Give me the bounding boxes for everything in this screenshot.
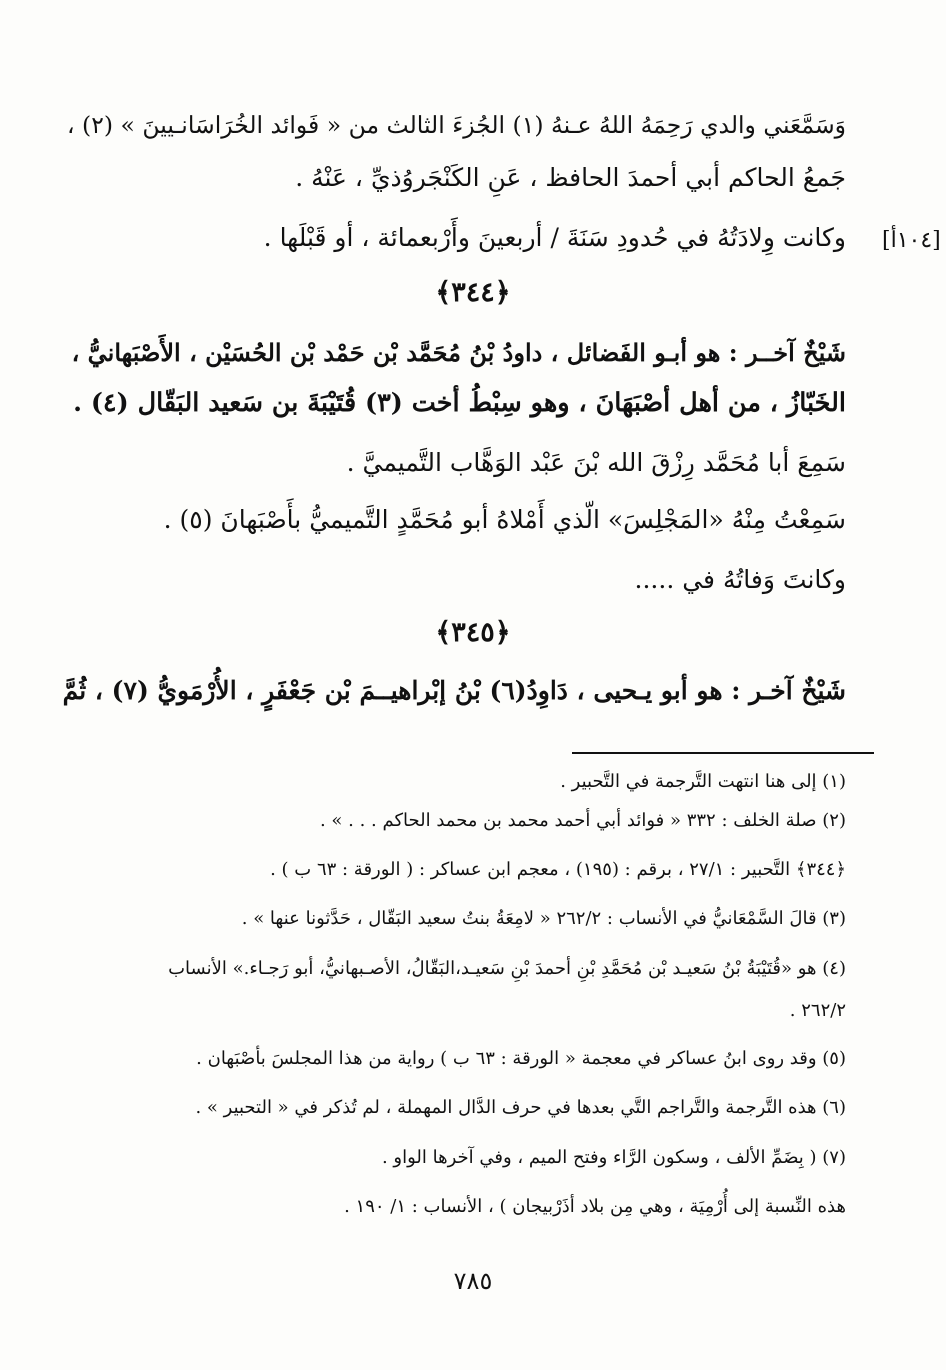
footnote-7-continued: هذه النِّسبة إلى أُرْمِيَة ، وهي مِن بلاد أذَرْبيجان ) ، الأنساب : ١/ ١٩٠ .: [344, 1196, 846, 1217]
footnote-6: (٦) هذه التَّرجمة والتَّراجم التَّي بعدها في حرف الدَّال المهملة ، لم تُذكر في « التحبير » .: [195, 1097, 846, 1118]
body-line-4: شَيْخٌ آخــر : هو أبـو الفَضائل ، داودُ بْنُ مُحَمَّد بْن حَمْد بْن الحُسَيْن ، الأَصْبَهانيُّ ،: [71, 338, 846, 367]
page-number: ٧٨٥: [453, 1267, 493, 1295]
footnote-2: (٢) صلة الخلف : ٣٣٢ « فوائد أبي أحمد محمد بن محمد الحاكم . . . » .: [319, 810, 846, 831]
body-line-8: وكانتَ وَفاتُهُ في .....: [634, 565, 846, 594]
margin-folio-reference: [١٠٤أ]: [882, 228, 941, 253]
entry-number-345: ﴿٣٤٥﴾: [435, 617, 511, 648]
entry-number-344: ﴿٣٤٤﴾: [435, 277, 511, 308]
body-line-7: سَمِعْتُ مِنْهُ «المَجْلِسَ» الّذي أَمْلاهُ أبو مُحَمَّدٍ التَّميميُّ بأَصْبَهانَ (٥) .: [163, 505, 846, 534]
body-line-6: سَمِعَ أبا مُحَمَّد رِزْقَ الله بْنَ عَبْد الوَهَّاب التَّميميَّ .: [346, 448, 846, 477]
body-line-5: الخَبّازُ ، من أهل أصْبَهَانَ ، وهو سِبْطُ أخت (٣) قُتَيْبَةَ بن سَعيد البَقّال (٤) .: [73, 388, 846, 418]
body-line-3: وكانت وِلادَتُهُ في حُدودِ سَنَةَ / أربعينَ وأَرْبعمائة ، أو قَبْلَها .: [263, 223, 846, 252]
body-line-9: شَيْخٌ آخـر : هو أبو يـحيى ، دَاوِدُ(٦) بْنُ إبْراهيــمَ بْن جَعْفَرٍ ، الأُرْمَويُّ (٧) ، ثُمَّ: [62, 676, 846, 705]
footnote-3: (٣) قالَ السَّمْعَانيُّ في الأنساب : ٢٦٢/٢ « لامِعَةُ بنتُ سعيد البَقّال ، حَدَّثونا عنها » .: [241, 908, 846, 929]
footnote-4-continued: ٢٦٢/٢ .: [789, 1000, 846, 1021]
footnote-5: (٥) وقد روى ابنُ عساكر في معجمة « الورقة : ٦٣ ب ) رواية من هذا المجلسَ بأصْبَهان .: [196, 1048, 846, 1069]
footnote-7: (٧) ( بِضَمِّ الألف ، وسكون الرَّاء وفتح الميم ، وفي آخرها الواو .: [381, 1147, 846, 1168]
body-line-2: جَمعُ الحاكم أبي أحمدَ الحافظ ، عَنِ الكَنْجَروُذيِّ ، عَنْهُ .: [295, 163, 846, 192]
footnote-4: (٤) هو «قُتَيْبَةُ بْنُ سَعيـد بْن مُحَمَّدِ بْنِ أحمدَ بْنِ سَعيـد،البَقّالُ، الأصـبهانيُّ، أبو رَجـاء.» الأنساب: [168, 958, 846, 979]
footnote-344: ﴿٣٤٤﴾ التَّحبير : ٢٧/١ ، برقم : (١٩٥) ، معجم ابن عساكر : ( الورقة : ٦٣ ب ) .: [270, 859, 846, 880]
footnote-1: (١) إلى هنا انتهت التَّرجمة في التَّحبير .: [560, 771, 846, 792]
body-line-1: وَسَمَّعَني والدي رَحِمَهُ اللهُ عـنهُ (١) الجُزءَ الثالث من « فَوائد الخُرَاسَانـيينَ » (٢) ،: [67, 111, 846, 139]
footnote-separator: [572, 752, 874, 754]
